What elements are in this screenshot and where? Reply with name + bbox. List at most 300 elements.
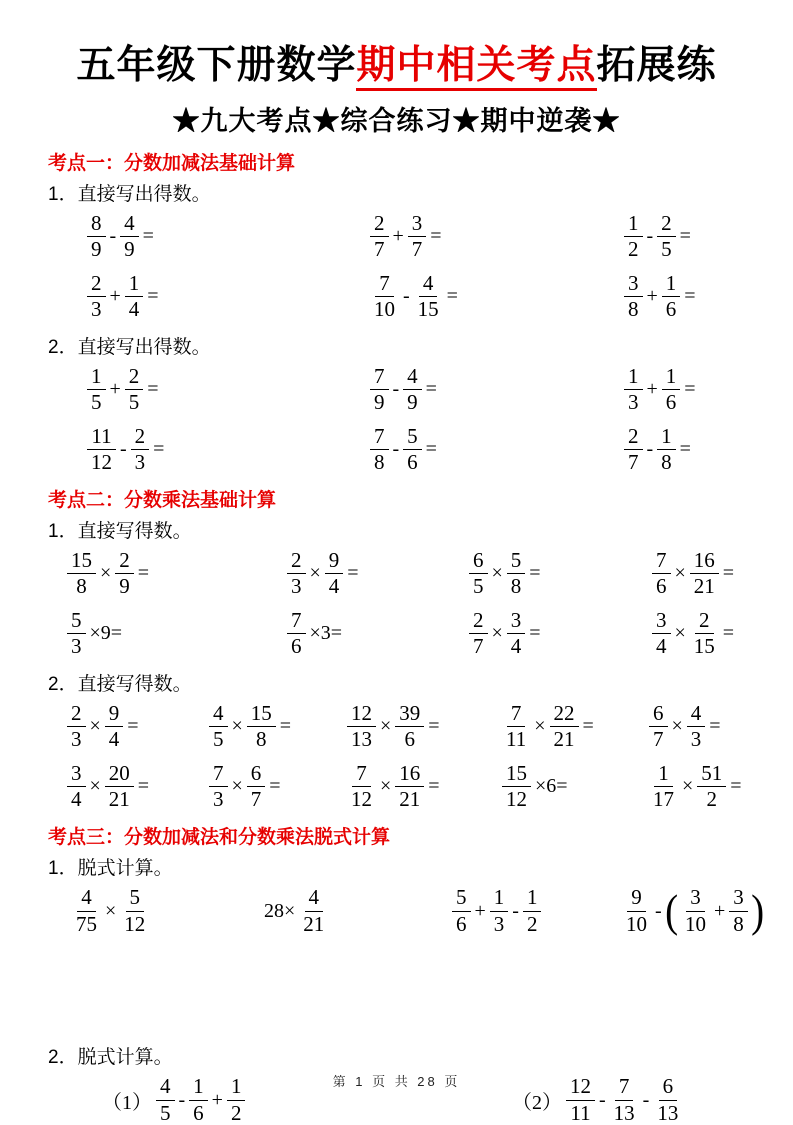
operator-text: = (684, 285, 696, 308)
numerator: 6 (469, 549, 488, 575)
denominator: 2 (526, 911, 538, 936)
fraction (120, 886, 149, 936)
denominator: 6 (456, 911, 467, 936)
fraction (649, 702, 668, 752)
operator-text: × (309, 562, 321, 585)
numerator: 9 (325, 549, 344, 575)
expression (647, 762, 793, 812)
fraction (67, 549, 96, 599)
expression-row (0, 212, 793, 262)
operator-text: × (231, 715, 243, 738)
expression (85, 425, 368, 475)
denominator: 13 (351, 727, 372, 752)
denominator: 3 (134, 450, 146, 475)
denominator: 6 (407, 450, 418, 475)
fraction (690, 549, 719, 599)
operator-text: 28× (264, 899, 296, 922)
expression (368, 365, 622, 415)
fraction (690, 609, 719, 659)
numerator: 22 (550, 702, 579, 728)
numerator: 15 (502, 762, 531, 788)
expression (85, 365, 368, 415)
denominator: 3 (493, 911, 505, 936)
denominator: 10 (374, 297, 395, 322)
operator-text: = (446, 285, 458, 308)
numerator: 4 (120, 212, 139, 238)
numerator: 4 (305, 886, 324, 912)
denominator: 11 (570, 1100, 591, 1125)
denominator: 5 (213, 727, 224, 752)
fraction (115, 549, 134, 599)
operator-text: = (722, 562, 735, 585)
page-title (0, 42, 793, 91)
expression-row (0, 702, 793, 752)
denominator: 3 (71, 727, 82, 752)
numerator: 2 (131, 425, 150, 451)
denominator: 4 (510, 634, 522, 659)
numerator: 39 (395, 702, 424, 728)
numerator: 4 (403, 365, 422, 391)
denominator: 3 (628, 390, 639, 415)
fraction (347, 762, 376, 812)
fraction (490, 886, 509, 936)
numerator: 12 (566, 1075, 595, 1101)
numerator: 3 (408, 212, 427, 238)
operator-text: - (642, 1088, 650, 1111)
fraction (67, 702, 86, 752)
denominator: 12 (506, 787, 527, 812)
numerator: 7 (287, 609, 306, 635)
expression (65, 762, 207, 812)
fraction (414, 272, 443, 322)
denominator: 8 (733, 911, 744, 936)
fraction (408, 212, 427, 262)
expression (345, 762, 500, 812)
expression (620, 886, 793, 936)
fraction (729, 886, 748, 936)
expression-row (0, 272, 793, 322)
fraction (325, 549, 344, 599)
fraction (697, 762, 726, 812)
operator-text: = (425, 438, 437, 461)
operator-text: （2） (512, 1091, 562, 1114)
denominator: 75 (76, 911, 97, 936)
denominator: 3 (213, 787, 224, 812)
denominator: 21 (693, 574, 715, 599)
operator-text: × (534, 715, 546, 738)
fraction (125, 272, 144, 322)
numerator: 1 (523, 886, 542, 912)
denominator: 15 (417, 297, 439, 322)
operator-text: = (142, 225, 154, 248)
numerator: 1 (87, 365, 106, 391)
operator-text: = (137, 775, 150, 798)
item-label: 2．直接写出得数。 (48, 336, 211, 358)
denominator: 4 (656, 634, 667, 659)
denominator: 3 (91, 297, 102, 322)
fraction (67, 762, 86, 812)
numerator: 51 (697, 762, 726, 788)
item-label: 2．脱式计算。 (48, 1047, 173, 1069)
denominator: 2 (706, 787, 718, 812)
fraction (67, 609, 86, 659)
numerator: 4 (156, 1075, 175, 1101)
expression (207, 762, 345, 812)
denominator: 2 (230, 1100, 242, 1125)
denominator: 7 (473, 634, 484, 659)
denominator: 7 (374, 237, 385, 262)
numerator: 7 (352, 762, 371, 788)
expression (622, 365, 793, 415)
operator-text: = (127, 715, 139, 738)
numerator: 4 (687, 702, 706, 728)
denominator: 21 (303, 911, 325, 936)
denominator: 7 (653, 727, 664, 752)
operator-text: - (646, 225, 654, 248)
operator-text: - (646, 438, 654, 461)
numerator: 3 (67, 762, 86, 788)
operator-text: = (529, 562, 541, 585)
numerator: 5 (452, 886, 471, 912)
fraction (370, 425, 389, 475)
operator-text: （1） (102, 1091, 152, 1114)
fraction (87, 272, 106, 322)
fraction (523, 886, 542, 936)
fraction (395, 762, 424, 812)
numerator: 7 (375, 272, 394, 298)
expression (368, 272, 622, 322)
denominator: 3 (291, 574, 302, 599)
fraction (131, 425, 150, 475)
fraction (87, 212, 106, 262)
operator-text: = (347, 562, 359, 585)
operator-text: = (147, 378, 159, 401)
numerator: 2 (125, 365, 144, 391)
fraction (681, 886, 710, 936)
fraction (507, 609, 526, 659)
operator-text: × (380, 775, 392, 798)
expression (285, 609, 467, 659)
denominator: 3 (690, 727, 702, 752)
workspace-gap (0, 946, 793, 1038)
expression-row (0, 609, 793, 659)
expression (650, 549, 793, 599)
expression (450, 886, 620, 936)
numerator: 5 (67, 609, 86, 635)
denominator: 5 (473, 574, 484, 599)
fraction (87, 425, 116, 475)
denominator: 9 (407, 390, 418, 415)
fraction (370, 212, 389, 262)
fraction (403, 365, 422, 415)
operator-text: = (428, 715, 440, 738)
denominator: 21 (553, 727, 575, 752)
expression (622, 272, 793, 322)
title-pre: 五年级下册数学 (76, 44, 357, 87)
operator-text: = (709, 715, 721, 738)
operator-text: = (137, 562, 150, 585)
fraction (657, 425, 676, 475)
numerator: 7 (652, 549, 671, 575)
fraction (403, 425, 422, 475)
denominator: 7 (628, 450, 639, 475)
operator-text: - (109, 225, 117, 248)
numerator: 16 (690, 549, 719, 575)
numerator: 7 (209, 762, 228, 788)
operator-text: = (269, 775, 281, 798)
numerator: 4 (419, 272, 438, 298)
fraction (624, 212, 643, 262)
numerator: 2 (469, 609, 488, 635)
fraction (502, 702, 530, 752)
expression (285, 549, 467, 599)
numerator: 7 (370, 425, 389, 451)
denominator: 12 (124, 911, 146, 936)
denominator: 6 (656, 574, 667, 599)
numerator: 2 (695, 609, 714, 635)
operator-text: = (428, 775, 440, 798)
numerator: 7 (507, 702, 526, 728)
title-post: 拓展练 (596, 44, 717, 87)
operator-text: + (392, 225, 404, 248)
expression-row (0, 549, 793, 599)
operator-text: × (682, 775, 694, 798)
denominator: 9 (374, 390, 385, 415)
denominator: 5 (661, 237, 672, 262)
numerator: 1 (624, 365, 643, 391)
section-heading: 考点二：分数乘法基础计算 (48, 489, 277, 511)
expression (345, 702, 500, 752)
fraction (72, 886, 101, 936)
fraction (649, 762, 678, 812)
operator-text: - (392, 378, 400, 401)
expression (85, 212, 368, 262)
numerator: 12 (347, 702, 376, 728)
denominator: 9 (91, 237, 102, 262)
denominator: 8 (510, 574, 522, 599)
numerator: 5 (126, 886, 145, 912)
expression (500, 702, 647, 752)
numerator: 9 (627, 886, 646, 912)
fraction (87, 365, 106, 415)
expression (467, 609, 650, 659)
denominator: 21 (108, 787, 130, 812)
fraction (502, 762, 531, 812)
operator-text: = (582, 715, 594, 738)
operator-text: × (231, 775, 243, 798)
numerator: 15 (67, 549, 96, 575)
fraction (507, 549, 526, 599)
fraction (624, 425, 643, 475)
numerator: 6 (649, 702, 668, 728)
numerator: 3 (729, 886, 748, 912)
numerator: 2 (624, 425, 643, 451)
numerator: 15 (247, 702, 276, 728)
operator-text: + (474, 899, 486, 922)
numerator: 5 (507, 549, 526, 575)
subtitle: ★九大考点★综合练习★期中逆袭★ (172, 105, 621, 136)
denominator: 10 (626, 911, 647, 936)
numerator: 2 (370, 212, 389, 238)
operator-text: - (392, 438, 400, 461)
expression-row (0, 365, 793, 415)
numerator: 1 (189, 1075, 208, 1101)
denominator: 2 (628, 237, 639, 262)
fraction (652, 549, 671, 599)
fraction (105, 762, 134, 812)
denominator: 4 (71, 787, 82, 812)
denominator: 21 (399, 787, 421, 812)
denominator: 17 (653, 787, 674, 812)
expression (622, 212, 793, 262)
operator-text: + (646, 378, 658, 401)
fraction (120, 212, 139, 262)
numerator: 2 (67, 702, 86, 728)
numerator: 6 (659, 1075, 678, 1101)
operator-text: × (671, 715, 683, 738)
numerator: 7 (615, 1075, 634, 1101)
denominator: 8 (628, 297, 639, 322)
section-2 (0, 485, 793, 812)
fraction (624, 272, 643, 322)
expression (65, 702, 207, 752)
operator-text: = (529, 622, 541, 645)
operator-text: × (491, 562, 503, 585)
item-label: 2．直接写得数。 (48, 673, 192, 695)
denominator: 6 (291, 634, 302, 659)
denominator: 8 (661, 450, 672, 475)
fraction (662, 272, 681, 322)
denominator: 6 (193, 1100, 204, 1125)
fraction (370, 365, 389, 415)
operator-text: = (147, 285, 159, 308)
denominator: 15 (693, 634, 715, 659)
fraction (287, 549, 306, 599)
parenthesis: ) (750, 885, 764, 937)
numerator: 3 (507, 609, 526, 635)
fraction (125, 365, 144, 415)
numerator: 8 (87, 212, 106, 238)
fraction (452, 886, 471, 936)
operator-text: × (89, 775, 101, 798)
fraction (687, 702, 706, 752)
numerator: 2 (287, 549, 306, 575)
operator-text: ×9= (89, 622, 123, 645)
section-heading: 考点一：分数加减法基础计算 (48, 152, 296, 174)
operator-text: × (105, 899, 117, 922)
fraction (287, 609, 306, 659)
numerator: 9 (105, 702, 124, 728)
operator-text: - (120, 438, 127, 461)
numerator: 11 (87, 425, 115, 451)
operator-text: = (684, 378, 696, 401)
expression-row (0, 886, 793, 936)
expression (70, 886, 262, 936)
operator-text: - (599, 1088, 606, 1111)
operator-text: × (491, 622, 503, 645)
numerator: 2 (87, 272, 106, 298)
numerator: 2 (657, 212, 676, 238)
fraction (299, 886, 328, 936)
expression (647, 702, 793, 752)
numerator: 6 (247, 762, 266, 788)
operator-text: × (100, 562, 112, 585)
item-label: 1．直接写出得数。 (48, 183, 211, 205)
section-1 (0, 148, 793, 475)
expression (368, 425, 622, 475)
numerator: 1 (227, 1075, 246, 1101)
page-footer: 第 1 页 共 28 页 (332, 1074, 461, 1089)
sections (0, 148, 793, 1125)
operator-text: + (109, 378, 121, 401)
denominator: 9 (119, 574, 130, 599)
denominator: 5 (128, 390, 140, 415)
denominator: 8 (256, 727, 267, 752)
item-label: 1．脱式计算。 (48, 858, 173, 879)
numerator: 3 (652, 609, 671, 635)
operator-text: = (430, 225, 442, 248)
operator-text: ×6= (535, 775, 568, 798)
denominator: 6 (404, 727, 416, 752)
operator-text: - (512, 899, 519, 922)
operator-text: × (674, 562, 686, 585)
numerator: 20 (105, 762, 134, 788)
denominator: 13 (613, 1100, 635, 1125)
operator-text: × (674, 622, 686, 645)
operator-text: = (679, 225, 691, 248)
denominator: 8 (374, 450, 385, 475)
operator-text: × (380, 715, 392, 738)
operator-text: + (109, 285, 121, 308)
numerator: 2 (115, 549, 134, 575)
numerator: 1 (624, 212, 643, 238)
denominator: 8 (76, 574, 87, 599)
numerator: 4 (77, 886, 96, 912)
operator-text: - (655, 899, 662, 922)
operator-text: ×3= (309, 622, 343, 645)
operator-text: = (153, 438, 165, 461)
expression (500, 762, 647, 812)
denominator: 5 (160, 1100, 171, 1125)
operator-text: × (89, 715, 101, 738)
expression (65, 609, 285, 659)
numerator: 16 (395, 762, 424, 788)
operator-text: = (425, 378, 437, 401)
denominator: 10 (685, 911, 706, 936)
denominator: 5 (91, 390, 102, 415)
numerator: 4 (209, 702, 228, 728)
fraction (657, 212, 676, 262)
operator-text: = (722, 622, 735, 645)
denominator: 3 (71, 634, 82, 659)
operator-text: + (646, 285, 658, 308)
fraction (247, 702, 276, 752)
expression (467, 549, 650, 599)
operator-text: = (730, 775, 742, 798)
denominator: 11 (506, 727, 527, 752)
fraction (469, 549, 488, 599)
expression (85, 272, 368, 322)
parenthesis: ( (664, 885, 678, 937)
numerator: 7 (370, 365, 389, 391)
operator-text: + (714, 899, 726, 922)
numerator: 1 (657, 425, 676, 451)
numerator: 1 (125, 272, 144, 298)
numerator: 5 (403, 425, 422, 451)
expression-row (0, 425, 793, 475)
fraction (469, 609, 488, 659)
denominator: 4 (108, 727, 120, 752)
